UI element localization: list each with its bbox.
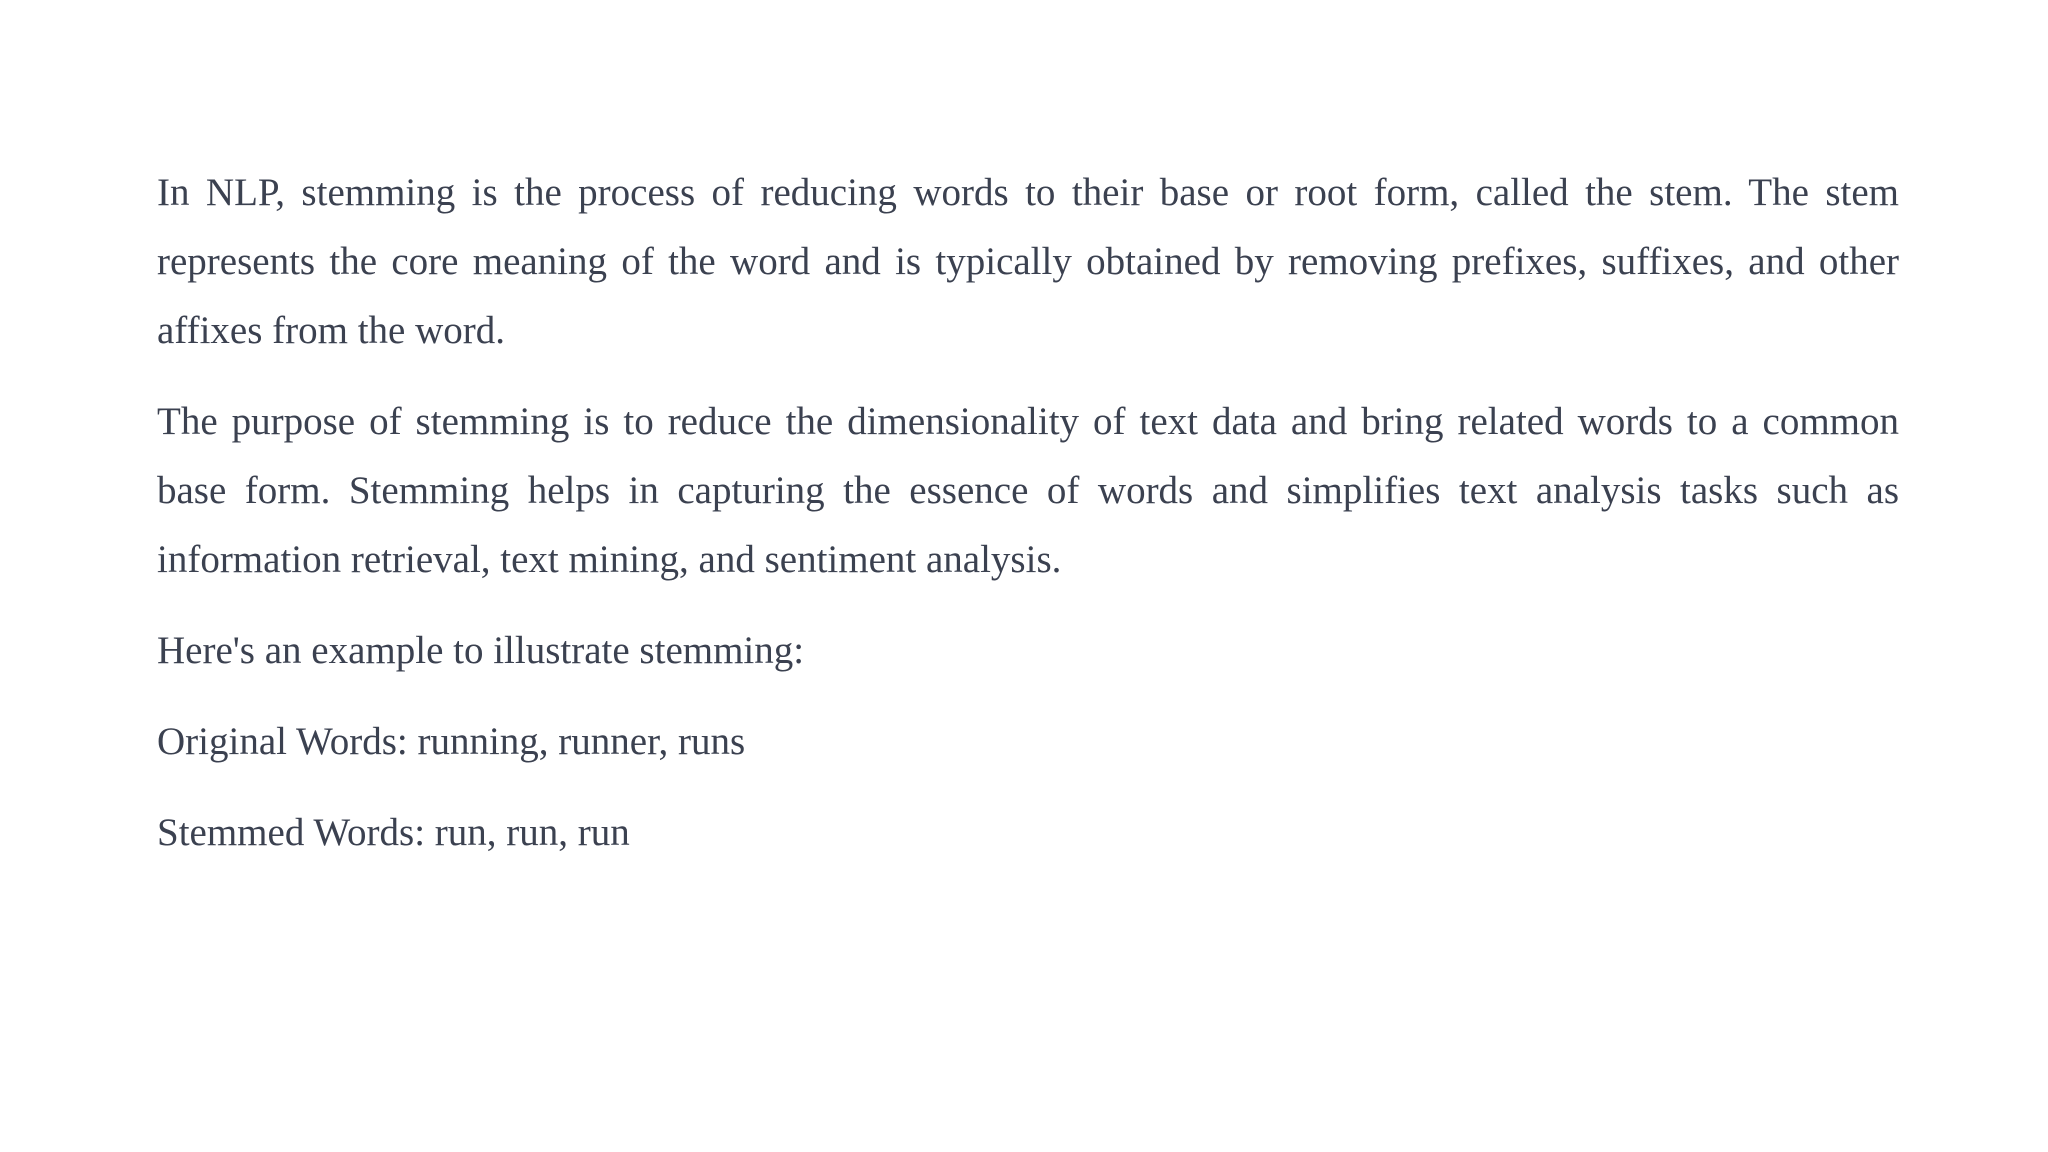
paragraph-original-words: Original Words: running, runner, runs (157, 720, 746, 763)
paragraph-example-intro: Here's an example to illustrate stemming: (157, 629, 805, 672)
document-body (157, 158, 1899, 889)
paragraph-stemming-definition: In NLP, stemming is the process of reducing words to their base or root form, called the stem. The stem represents the core meaning of the word and is typically obtained by removing prefixes, suffixes, and other affixes from the word. (157, 171, 1899, 352)
paragraph-stemming-purpose: The purpose of stemming is to reduce the dimensionality of text data and bring related words to a common base form. Stemming helps in capturing the essence of words and simplifies text analysis tasks such as information retrieval, text mining, and sentiment analysis. (157, 400, 1899, 581)
paragraph-stemmed-words: Stemmed Words: run, run, run (157, 811, 630, 854)
